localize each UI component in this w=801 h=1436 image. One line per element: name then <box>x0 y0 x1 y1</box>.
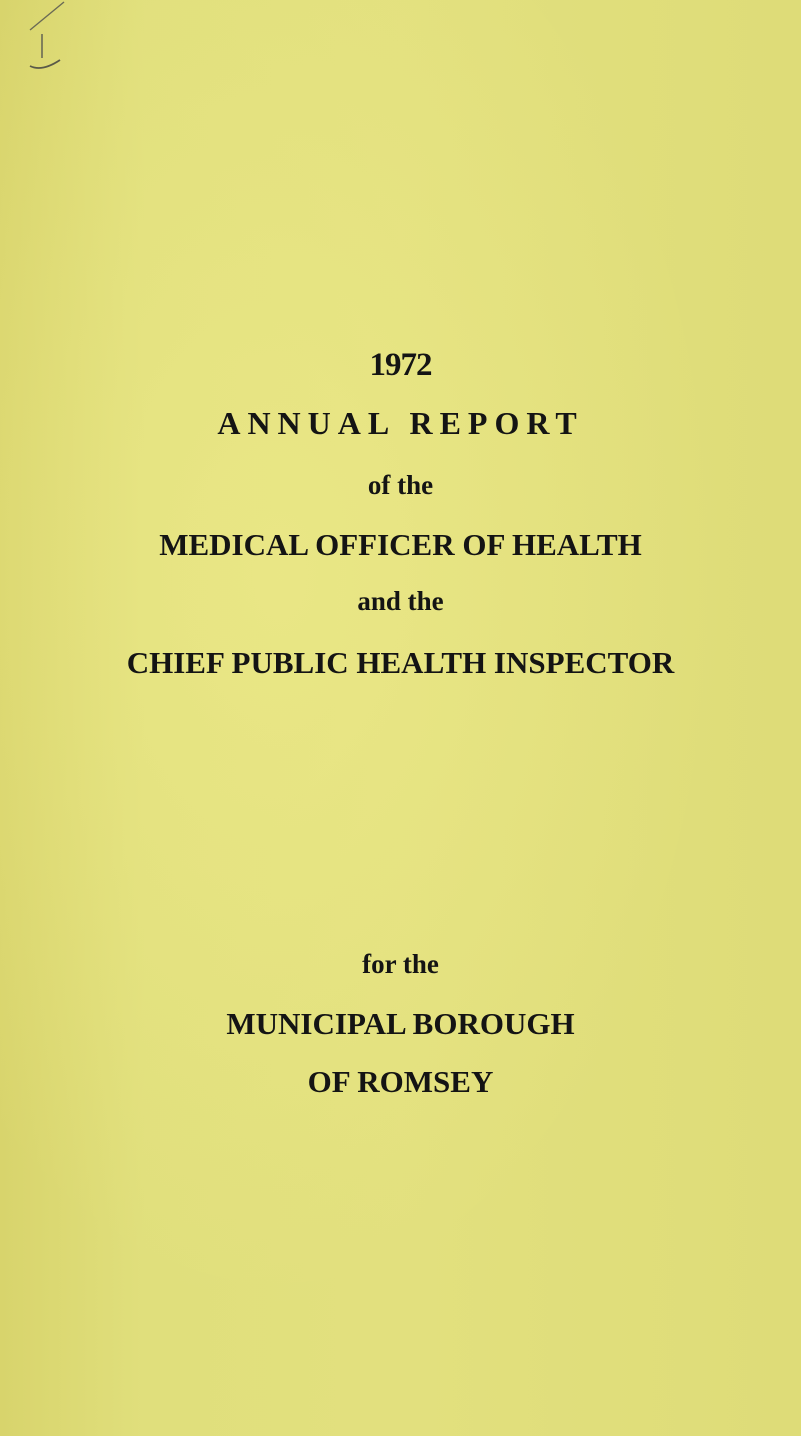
report-title: ANNUAL REPORT <box>217 405 584 441</box>
report-year: 1972 <box>369 347 432 383</box>
connector-for-the: for the <box>362 949 439 979</box>
connector-of-the: of the <box>367 470 434 500</box>
inspector-title: CHIEF PUBLIC HEALTH INSPECTOR <box>126 645 675 680</box>
connector-and-the: and the <box>357 586 444 616</box>
handwritten-mark <box>22 0 72 80</box>
authority-name-line1: MUNICIPAL BOROUGH <box>226 1006 575 1041</box>
authority-name-line2: OF ROMSEY <box>307 1064 494 1099</box>
officer-title: MEDICAL OFFICER OF HEALTH <box>159 527 642 562</box>
